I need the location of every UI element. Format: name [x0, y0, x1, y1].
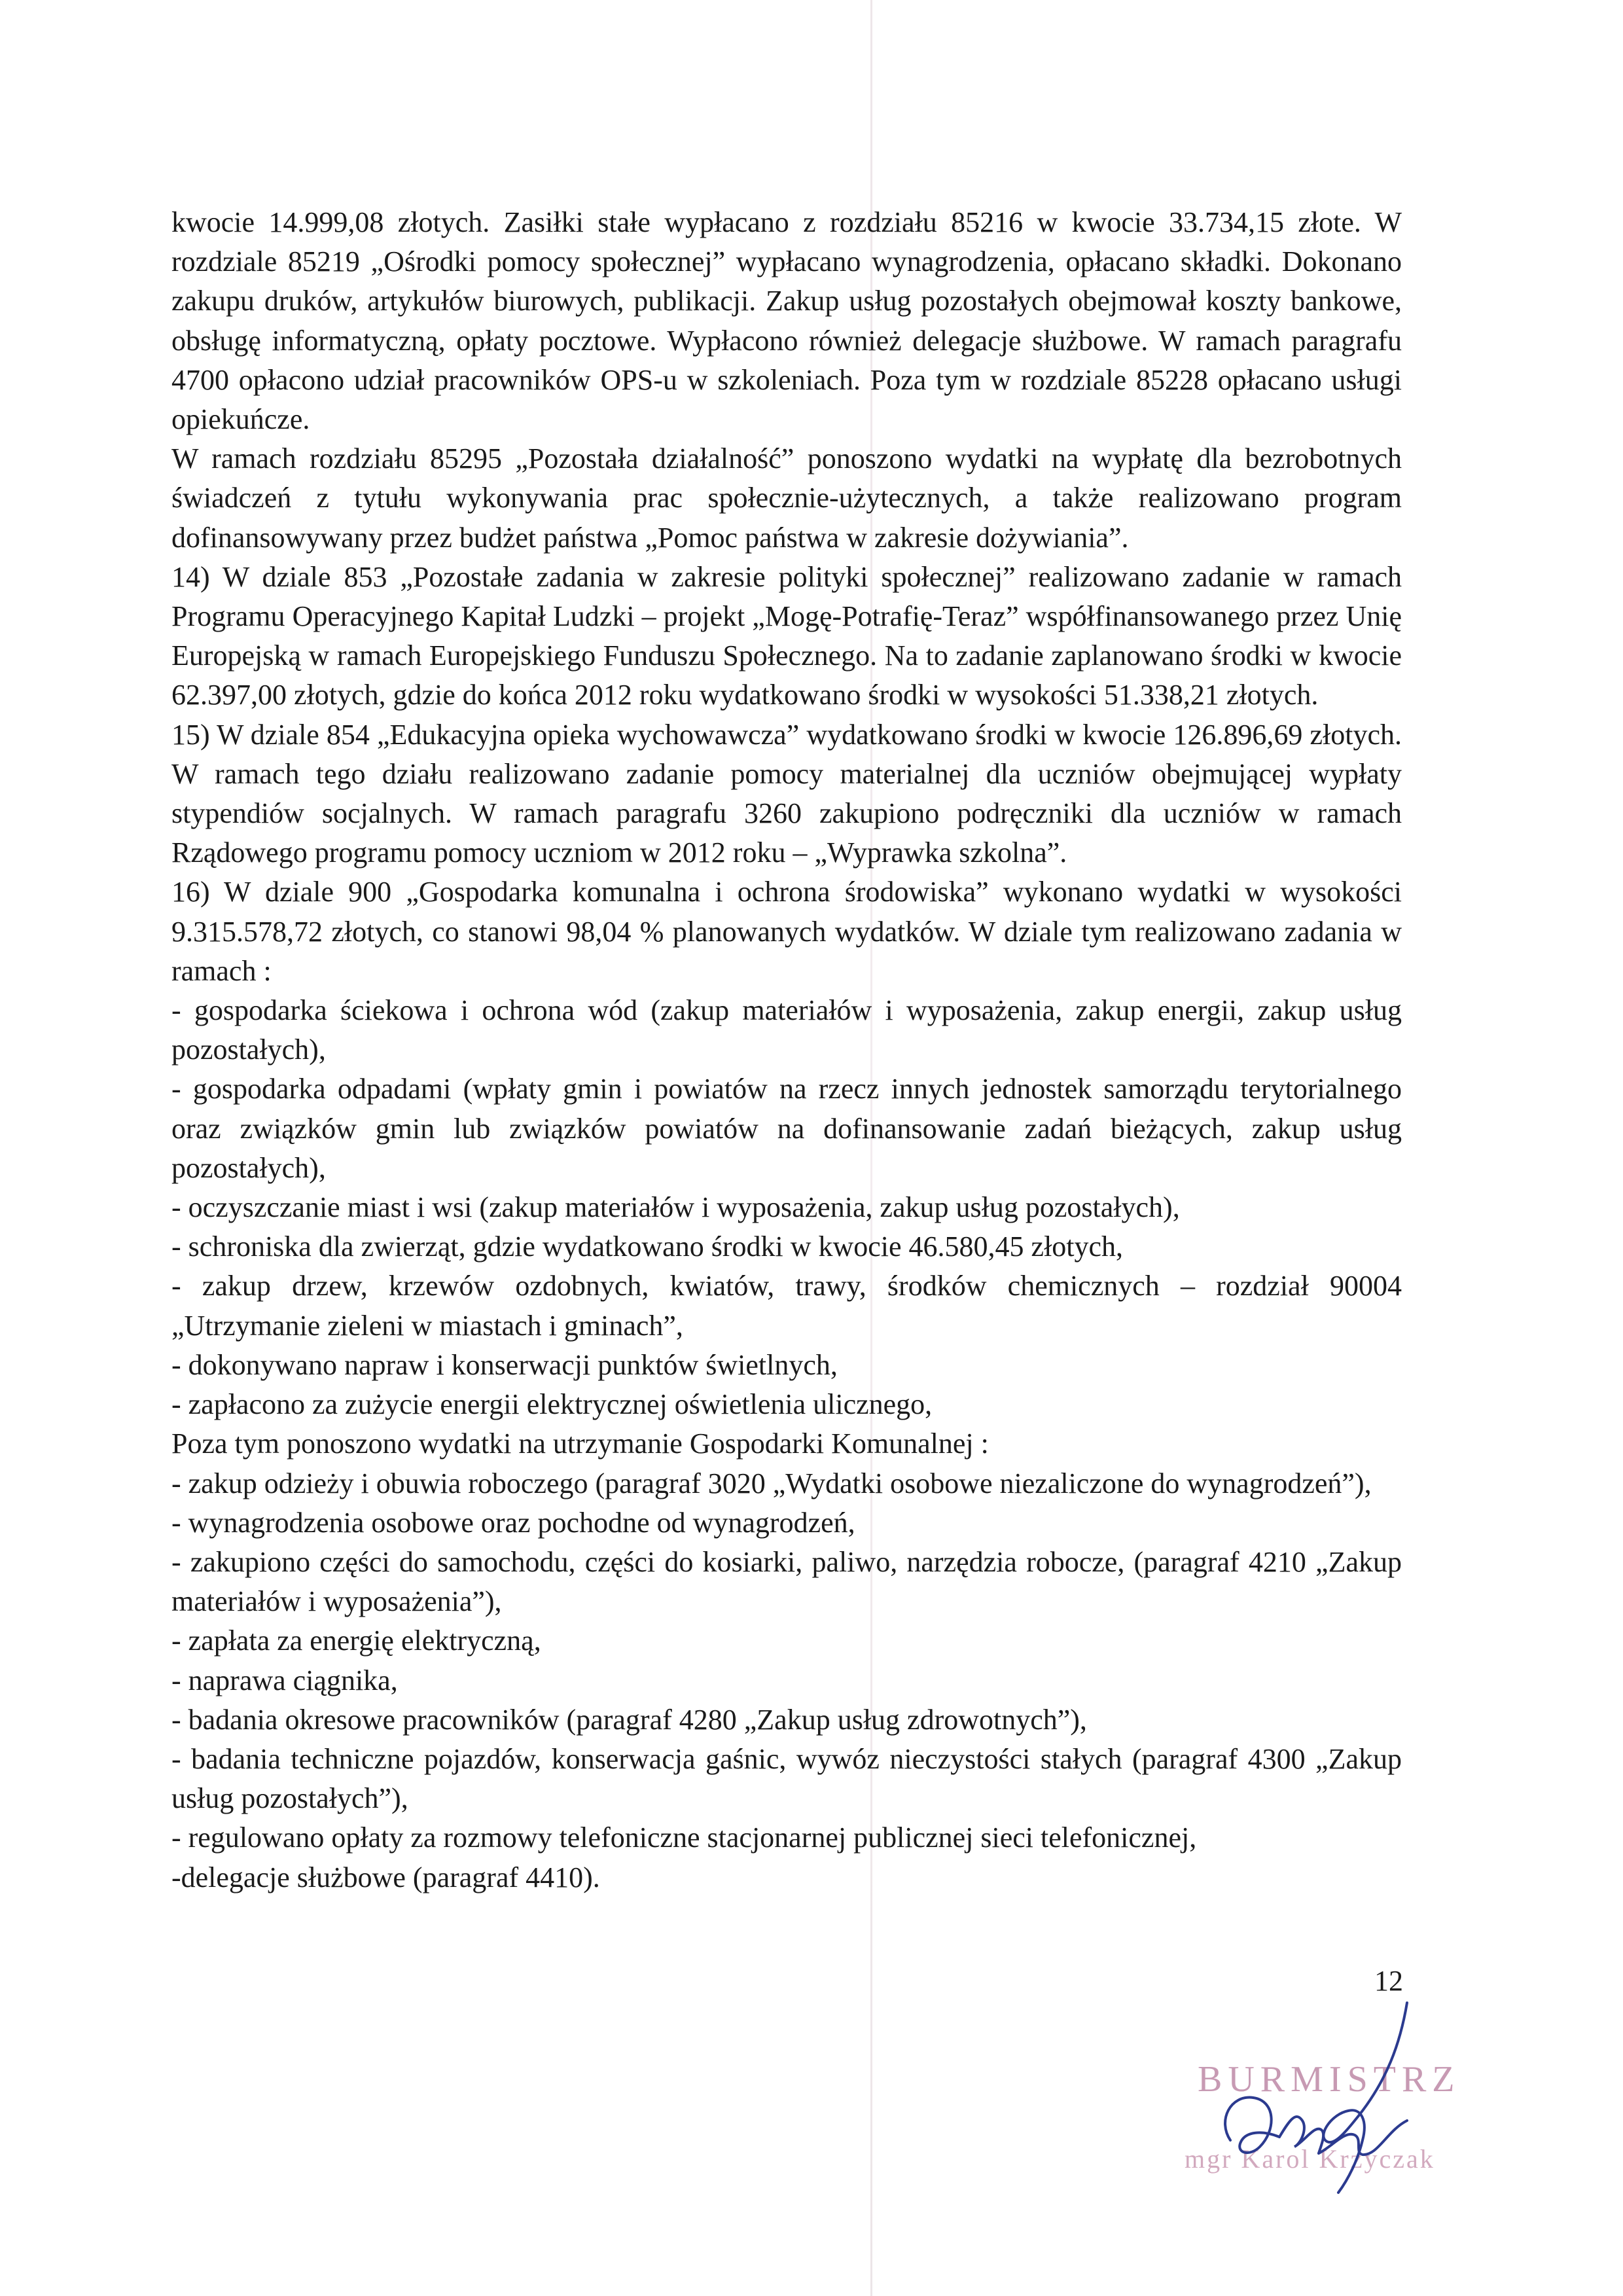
- list-item: - dokonywano napraw i konserwacji punktów świetlnych,: [171, 1348, 838, 1381]
- list-item: - zapłata za energię elektryczną,: [171, 1624, 541, 1657]
- paragraph: Poza tym ponoszono wydatki na utrzymanie Gospodarki Komunalnej :: [171, 1427, 989, 1460]
- list-item: -delegacje służbowe (paragraf 4410).: [171, 1861, 600, 1893]
- page-number: 12: [1374, 1965, 1403, 1997]
- list-item: - zakupiono części do samochodu, części do kosiarki, paliwo, narzędzia robocze, (paragraf 4210 „Zakup materiałów i wyposażenia”),: [171, 1545, 1402, 1618]
- list-item: - gospodarka ściekowa i ochrona wód (zakup materiałów i wyposażenia, zakup energii, zakup usług pozostałych),: [171, 994, 1402, 1066]
- paragraph: 14) W dziale 853 „Pozostałe zadania w zakresie polityki społecznej” realizowano zadanie w ramach Programu Operacyjnego Kapitał Ludzki – projekt „Mogę-Potrafię-Teraz” współfinansowanego przez Unię Europejską w ramach Europejskiego Funduszu Społecznego. Na to zadanie zaplanowano środki w kwocie 62.397,00 złotych, gdzie do końca 2012 roku wydatkowano środki w wysokości 51.338,21 złotych.: [171, 560, 1402, 711]
- handwritten-signature: [1191, 1990, 1466, 2199]
- list-item: - regulowano opłaty za rozmowy telefoniczne stacjonarnej publicznej sieci telefonicznej,: [171, 1821, 1197, 1854]
- paragraph: kwocie 14.999,08 złotych. Zasiłki stałe wypłacano z rozdziału 85216 w kwocie 33.734,15 złote. W rozdziale 85219 „Ośrodki pomocy społecznej” wypłacano wynagrodzenia, opłacano składki. Dokonano zakupu druków, artykułów biurowych, publikacji. Zakup usług pozostałych obejmował koszty bankowe, obsługę informatyczną, opłaty pocztowe. Wypłacono również delegacje służbowe. W ramach paragrafu 4700 opłacono udział pracowników OPS-u w szkoleniach. Poza tym w rozdziale 85228 opłacano usługi opiekuńcze.: [171, 206, 1402, 436]
- list-item: - naprawa ciągnika,: [171, 1664, 398, 1696]
- stamp-title: BURMISTRZ: [1198, 2059, 1461, 2100]
- paragraph: 16) W dziale 900 „Gospodarka komunalna i ochrona środowiska” wykonano wydatki w wysokości 9.315.578,72 złotych, co stanowi 98,04 % planowanych wydatków. W dziale tym realizowano zadania w ramach :: [171, 876, 1402, 987]
- list-item: - zakup odzieży i obuwia roboczego (paragraf 3020 „Wydatki osobowe niezaliczone do wynagrodzeń”),: [171, 1467, 1372, 1499]
- list-item: - badania okresowe pracowników (paragraf 4280 „Zakup usług zdrowotnych”),: [171, 1703, 1087, 1736]
- paragraph: 15) W dziale 854 „Edukacyjna opieka wychowawcza” wydatkowano środki w kwocie 126.896,69 złotych. W ramach tego działu realizowano zadanie pomocy materialnej dla uczniów obejmującej wypłaty stypendiów socjalnych. W ramach paragrafu 3260 zakupiono podręczniki dla uczniów w ramach Rządowego programu pomocy uczniom w 2012 roku – „Wyprawka szkolna”.: [171, 718, 1402, 869]
- list-item: - wynagrodzenia osobowe oraz pochodne od wynagrodzeń,: [171, 1506, 855, 1539]
- list-item: - oczyszczanie miast i wsi (zakup materiałów i wyposażenia, zakup usług pozostałych),: [171, 1191, 1180, 1224]
- stamp-name: mgr Karol Krzyczak: [1185, 2144, 1435, 2174]
- list-item: - zapłacono za zużycie energii elektrycznej oświetlenia ulicznego,: [171, 1388, 933, 1421]
- list-item: - badania techniczne pojazdów, konserwacja gaśnic, wywóz nieczystości stałych (paragraf 4300 „Zakup usług pozostałych”),: [171, 1742, 1402, 1815]
- list-item: - zakup drzew, krzewów ozdobnych, kwiatów, trawy, środków chemicznych – rozdział 90004 „Utrzymanie zieleni w miastach i gminach”,: [171, 1270, 1402, 1342]
- list-item: - schroniska dla zwierząt, gdzie wydatkowano środki w kwocie 46.580,45 złotych,: [171, 1230, 1124, 1263]
- document-body: [171, 203, 1402, 1897]
- paragraph: W ramach rozdziału 85295 „Pozostała działalność” ponoszono wydatki na wypłatę dla bezrobotnych świadczeń z tytułu wykonywania prac społecznie-użytecznych, a także realizowano program dofinansowywany przez budżet państwa „Pomoc państwa w zakresie dożywiania”.: [171, 442, 1402, 554]
- list-item: - gospodarka odpadami (wpłaty gmin i powiatów na rzecz innych jednostek samorządu terytorialnego oraz związków gmin lub związków powiatów na dofinansowanie zadań bieżących, zakup usług pozostałych),: [171, 1073, 1402, 1184]
